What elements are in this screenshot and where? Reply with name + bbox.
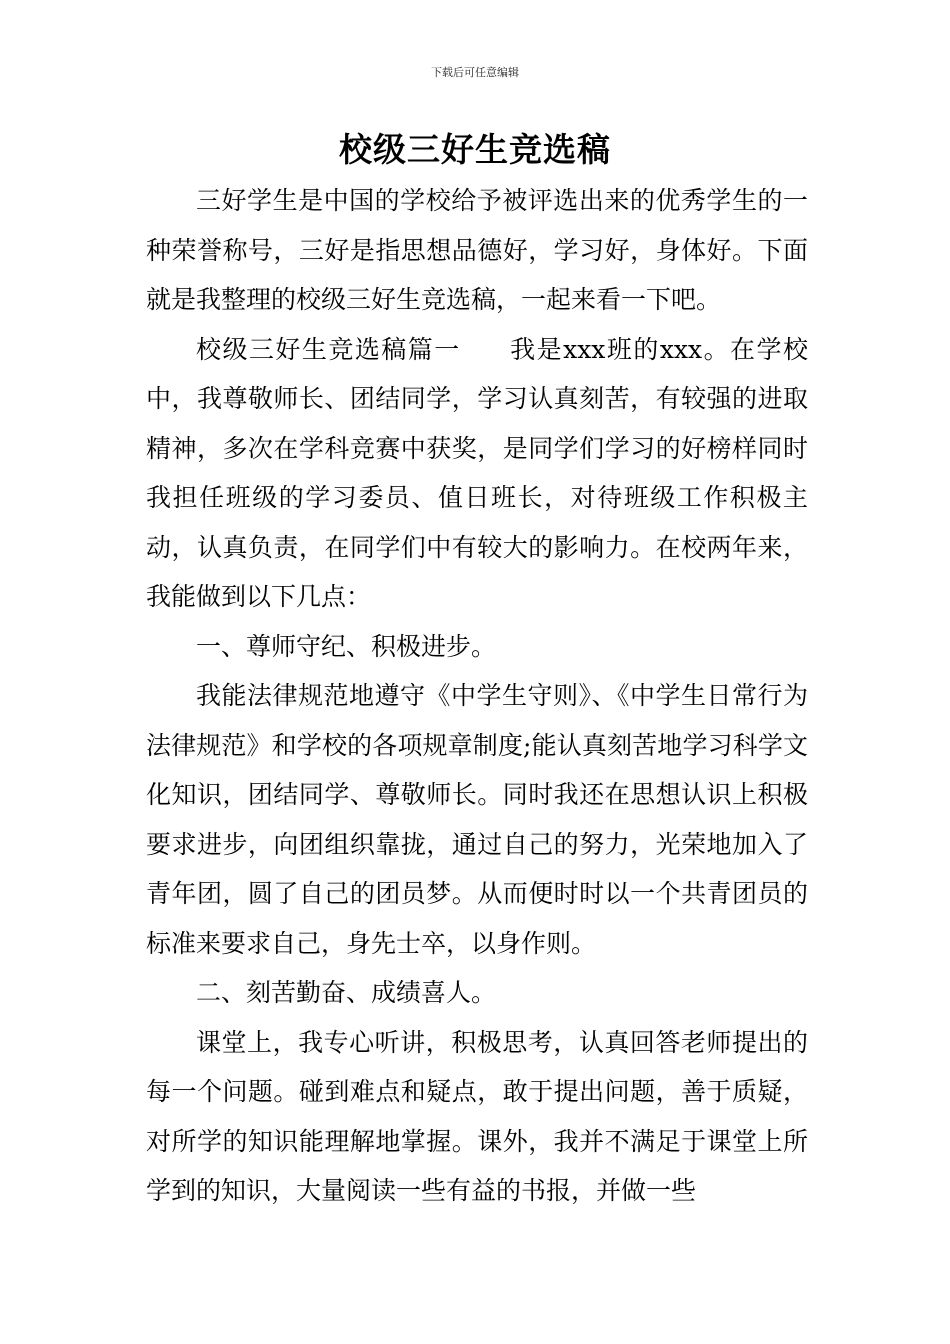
document-body — [146, 176, 808, 1216]
paragraph-section-1-text: 我是xxx班的xxx。在学校中，我尊敬师长、团结同学，学习认真刻苦，有较强的进取精神，多次在学科竞赛中获奖，是同学们学习的好榜样同时我担任班级的学习委员、值日班长，对待班级工作积极主动，认真负责，在同学们中有较大的影响力。在校两年来，我能做到以下几点： — [146, 334, 808, 611]
header-note: 下载后可任意编辑 — [431, 66, 519, 79]
section-heading: 校级三好生竞选稿篇一 — [196, 334, 461, 364]
paragraph-intro: 三好学生是中国的学校给予被评选出来的优秀学生的一种荣誉称号，三好是指思想品德好，学习好，身体好。下面就是我整理的校级三好生竞选稿，一起来看一下吧。 — [146, 186, 808, 314]
paragraph-study: 课堂上，我专心听讲，积极思考，认真回答老师提出的每一个问题。碰到难点和疑点，敢于提出问题，善于质疑，对所学的知识能理解地掌握。课外，我并不满足于课堂上所学到的知识，大量阅读一些有益的书报，并做一些 — [146, 1027, 808, 1205]
document-title: 校级三好生竞选稿 — [339, 130, 611, 169]
paragraph-discipline: 我能法律规范地遵守《中学生守则》、《中学生日常行为法律规范》和学校的各项规章制度;能认真刻苦地学习科学文化知识，团结同学、尊敬师长。同时我还在思想认识上积极要求进步，向团组织靠拢，通过自己的努力，光荣地加入了青年团，圆了自己的团员梦。从而便时时以一个共青团员的标准来要求自己，身先士卒，以身作则。 — [146, 681, 808, 958]
paragraph-section-1 — [146, 325, 808, 622]
subheading-2: 二、刻苦勤奋、成绩喜人。 — [196, 978, 497, 1007]
subheading-1: 一、尊师守纪、积极进步。 — [196, 631, 497, 661]
